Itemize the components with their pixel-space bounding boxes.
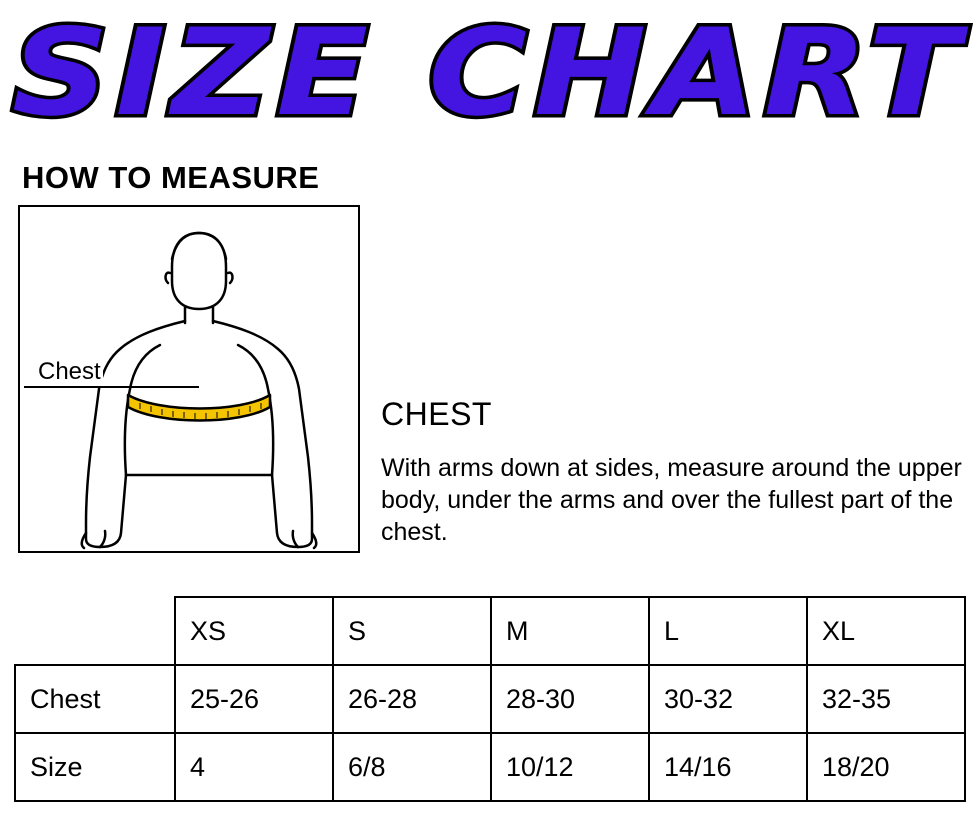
table-row-label-chest: Chest [15,665,175,733]
table-header-xs: XS [175,597,333,665]
table-cell-size-xl: 18/20 [807,733,965,801]
table-corner-cell [15,597,175,665]
table-cell-chest-l: 30-32 [649,665,807,733]
page-title-banner [0,0,978,148]
table-cell-chest-xs: 25-26 [175,665,333,733]
table-row-label-size: Size [15,733,175,801]
table-cell-size-s: 6/8 [333,733,491,801]
table-row [15,733,965,801]
table-cell-size-xs: 4 [175,733,333,801]
table-cell-chest-s: 26-28 [333,665,491,733]
how-to-measure-heading: HOW TO MEASURE [22,160,320,195]
table-header-xl: XL [807,597,965,665]
table-header-l: L [649,597,807,665]
table-header-s: S [333,597,491,665]
description-body: With arms down at sides, measure around the upper body, under the arms and over the fullest part of the chest. [381,454,962,546]
description-title: CHEST [381,396,492,432]
table-cell-chest-m: 28-30 [491,665,649,733]
table-cell-chest-xl: 32-35 [807,665,965,733]
chest-figure-label: Chest [38,358,101,385]
chest-leader-line [24,386,199,388]
tape-measure-icon [128,395,270,421]
table-cell-size-m: 10/12 [491,733,649,801]
table-header-m: M [491,597,649,665]
table-header-row [15,597,965,665]
size-table [14,596,966,802]
table-row [15,665,965,733]
page-title: SIZE CHART [11,4,967,143]
table-cell-size-l: 14/16 [649,733,807,801]
